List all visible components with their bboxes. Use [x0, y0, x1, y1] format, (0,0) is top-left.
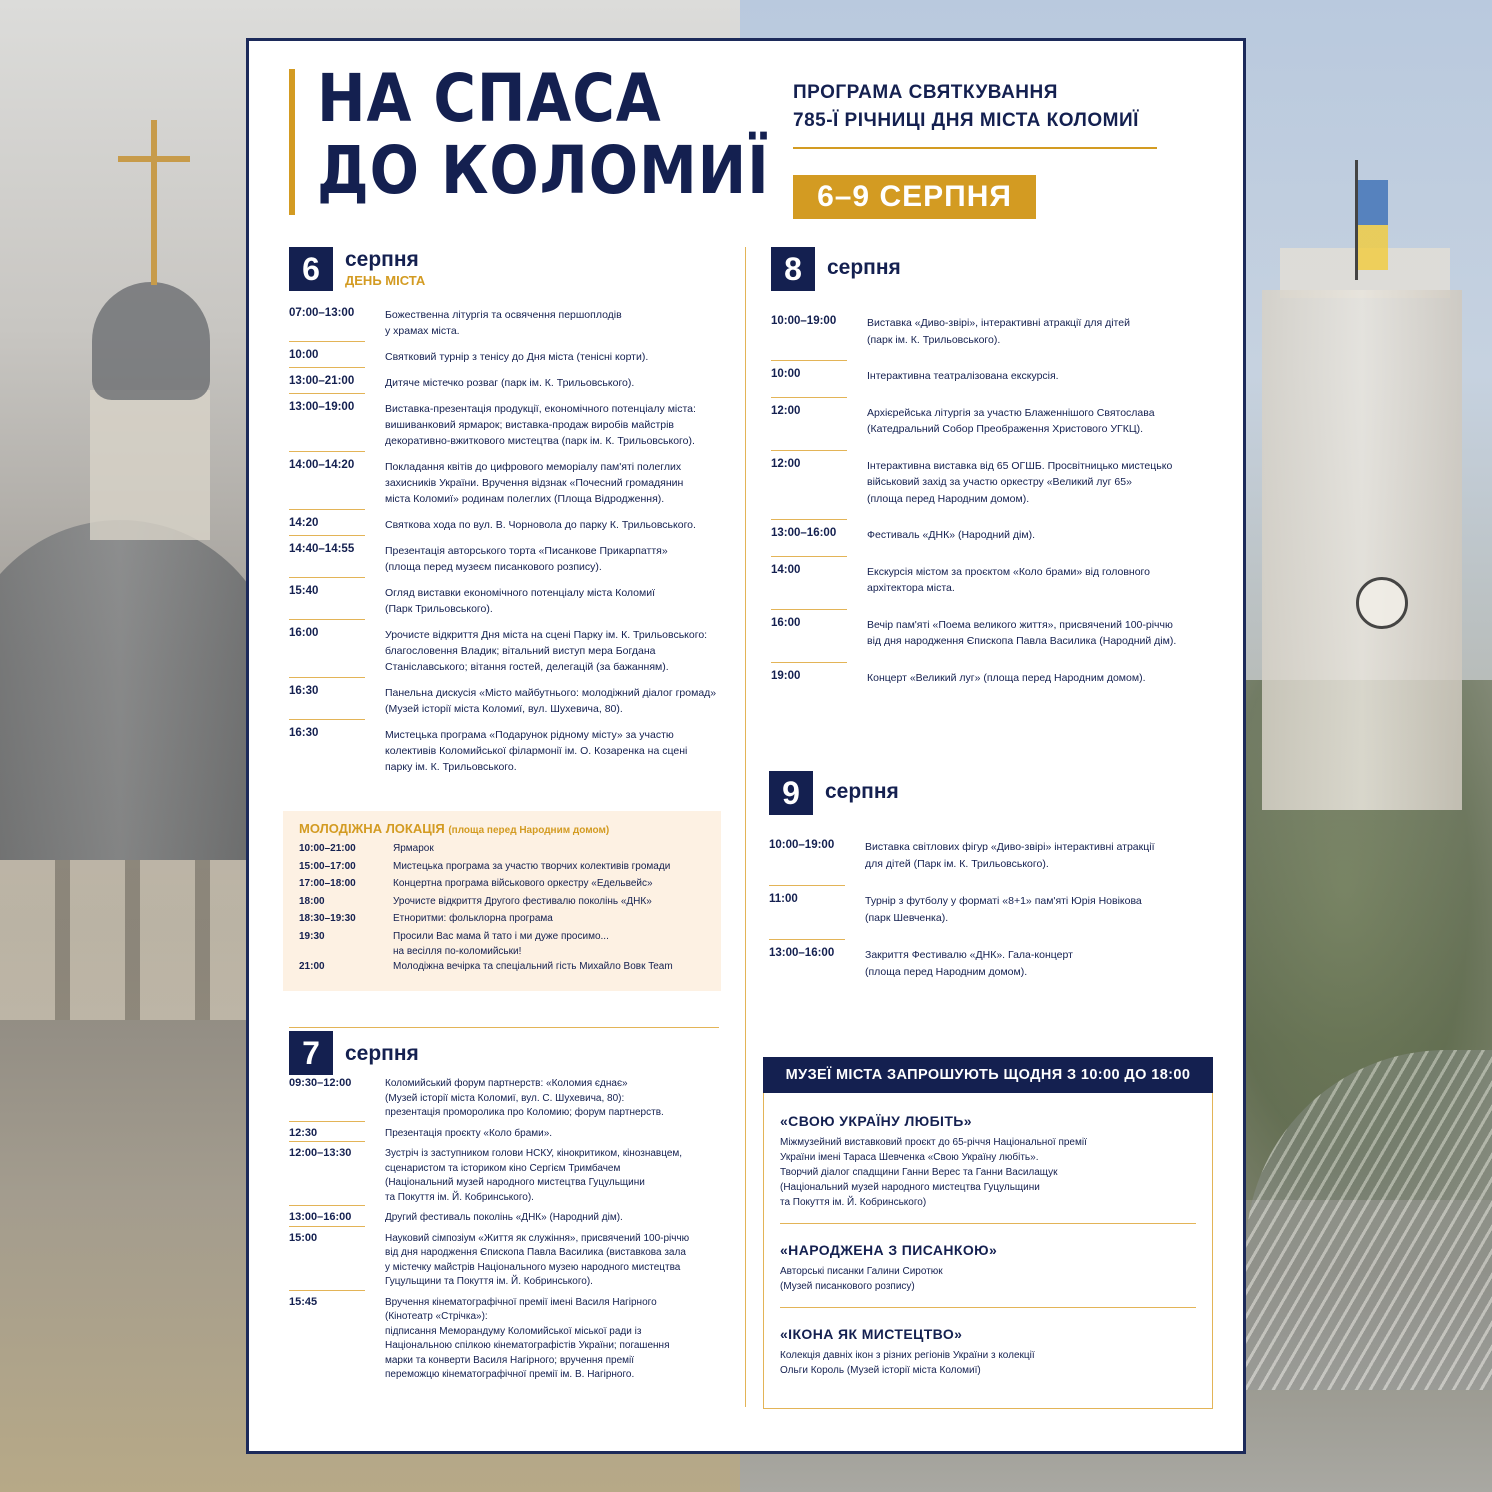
event-time: 16:30 [289, 727, 319, 739]
youth-time: 15:00–17:00 [299, 860, 356, 872]
event-time: 16:30 [289, 685, 319, 697]
event-line: Науковий сімпозіум «Життя як служіння», присвячений 100-річчю [385, 1232, 690, 1244]
event-line: Національною спілкою кінематографістів України; погашення [385, 1340, 670, 1351]
event-line: Коломийський форум партнерств: «Коломия єднає» [385, 1078, 628, 1089]
exhibit-line: України імені Тараса Шевченка «Свою Україну любіть». [780, 1152, 1039, 1163]
event-description [867, 405, 1155, 438]
row-separator [289, 719, 365, 720]
event-description [865, 839, 1155, 872]
event-time: 14:00–14:20 [289, 459, 355, 471]
title-line-2: ДО КОЛОМИЇ [317, 132, 770, 209]
event-description [385, 585, 655, 617]
event-time: 15:00 [289, 1231, 318, 1244]
event-time: 13:00–16:00 [769, 947, 835, 959]
event-line: (Парк Трильовського). [385, 603, 493, 615]
event-line: Зустріч із заступником голови НСКУ, кінокритиком, кінознавцем, [385, 1148, 683, 1159]
event-line: благословення Владик; вітальний виступ мера Богдана [385, 645, 656, 657]
event-time: 15:40 [289, 585, 319, 597]
youth-description [393, 958, 673, 976]
event-time: 13:00–21:00 [289, 375, 355, 387]
row-separator [289, 577, 365, 578]
poster-title [317, 60, 770, 209]
event-line: Турнір з футболу у форматі «8+1» пам'яті Юрія Новікова [865, 895, 1142, 907]
schedule-row [289, 685, 739, 720]
youth-description [393, 910, 553, 928]
event-description [385, 517, 696, 533]
row-separator [289, 451, 365, 452]
event-description [385, 1147, 682, 1205]
row-separator [289, 509, 365, 510]
event-line: Презентація проєкту «Коло брами». [385, 1127, 553, 1139]
schedule-row [771, 564, 1231, 610]
program-poster [246, 38, 1246, 1454]
event-line: Виставка світлових фігур «Диво-звірі» інтерактивні атракції [865, 841, 1155, 853]
event-line: колективів Коломийської філармонії ім. О. Козаренка на сцені [385, 745, 688, 757]
event-line: захисників України. Вручення відзнак «Почесний громадянин [385, 477, 684, 489]
schedule-row [289, 1296, 739, 1384]
schedule-row [289, 349, 739, 368]
event-time: 14:20 [289, 517, 319, 529]
event-line: Дитяче містечко розваг (парк ім. К. Трильовського). [385, 377, 635, 389]
row-separator [771, 662, 847, 663]
schedule-row [771, 405, 1231, 451]
event-line: (Музей історії міста Коломиї, вул. С. Шухевича, 80): [385, 1092, 625, 1104]
subtitle-line-2: 785-Ї РІЧНИЦІ ДНЯ МІСТА КОЛОМИЇ [793, 110, 1139, 131]
event-time: 16:00 [771, 616, 801, 629]
section-separator [289, 1027, 719, 1028]
event-time: 07:00–13:00 [289, 307, 355, 319]
event-time: 13:00–16:00 [289, 1211, 352, 1223]
youth-location-title [299, 821, 705, 836]
event-line: Гуцульщини та Покуття ім. Й. Кобринського). [385, 1276, 593, 1287]
event-description [867, 527, 1035, 544]
exhibit-line: Колекція давніх ікон з різних регіонів України з колекції [780, 1350, 1035, 1361]
row-separator [289, 367, 365, 368]
event-description [867, 368, 1059, 385]
schedule-row [771, 617, 1231, 663]
event-line: презентація проморолика про Коломию; форум партнерств. [385, 1107, 664, 1118]
event-time: 10:00 [289, 349, 319, 361]
event-description [385, 1211, 623, 1226]
row-separator [771, 609, 847, 610]
day-number: 9 [769, 771, 813, 815]
schedule-row [289, 1127, 739, 1143]
day-number: 7 [289, 1031, 333, 1075]
youth-description [393, 875, 653, 893]
event-description [385, 459, 683, 507]
row-separator [289, 1205, 365, 1206]
youth-line: Просили Вас мама й тато і ми дуже просимо... [393, 930, 609, 942]
row-separator [769, 939, 845, 940]
event-line: Вручення кінематографічної премії імені Василя Нагірного [385, 1296, 657, 1308]
schedule-row [289, 727, 739, 778]
event-line: для дітей (Парк ім. К. Трильовського). [865, 857, 1049, 870]
day-month: серпня [345, 1042, 419, 1065]
youth-description [393, 858, 670, 876]
event-line: Огляд виставки економічного потенціалу міста Коломиї [385, 587, 656, 599]
day-month: серпня [827, 256, 901, 279]
event-time: 10:00–19:00 [771, 315, 837, 327]
event-line: та Покуття ім. Й. Кобринського). [385, 1191, 534, 1203]
youth-line: Концертна програма військового оркестру «Едельвейс» [393, 878, 653, 889]
church-drum [90, 390, 210, 540]
row-separator [289, 1226, 365, 1227]
event-time: 13:00–19:00 [289, 401, 355, 413]
exhibit-line: Міжмузейний виставковий проєкт до 65-річчя Національної премії [780, 1137, 1087, 1148]
event-time: 09:30–12:00 [289, 1077, 352, 1089]
church-cupola [92, 282, 210, 400]
event-line: вишиванковий ярмарок; виставка-продаж виробів майстрів [385, 419, 675, 431]
subtitle-underline [793, 147, 1157, 149]
event-line: міста Коломиї» родинам полеглих (Площа Відродження). [385, 493, 665, 505]
event-line: (Національний музей народного мистецтва Гуцульщини [385, 1177, 645, 1188]
schedule-row [289, 585, 739, 620]
exhibit-line: (Національний музей народного мистецтва Гуцульщини [780, 1182, 1040, 1193]
schedule-row [769, 839, 1229, 886]
schedule-row [289, 1147, 739, 1206]
row-separator [289, 393, 365, 394]
event-line: декоративно-вжиткового мистецтва (парк ім. К. Трильовського). [385, 435, 695, 447]
tower-clock-icon [1356, 577, 1408, 629]
youth-row [299, 928, 705, 959]
schedule-row [289, 627, 739, 678]
event-line: переможцю кінематографічної премії ім. В. Нагірного. [385, 1369, 635, 1380]
day-8-schedule [771, 315, 1231, 706]
youth-line: Урочисте відкриття Другого фестивалю поколінь «ДНК» [393, 895, 652, 907]
event-line: сценаристом та істориком кіно Сергієм Тримбачем [385, 1162, 621, 1174]
event-description [385, 1232, 689, 1290]
day-month: серпня [825, 780, 899, 803]
exhibit-title: «НАРОДЖЕНА З ПИСАНКОЮ» [780, 1242, 998, 1258]
row-separator [771, 450, 847, 451]
schedule-row [289, 401, 739, 452]
title-line-1: НА СПАСА [317, 60, 662, 137]
event-line: військовий захід за участю оркестру «Великий луг 65» [867, 476, 1132, 488]
event-description [385, 1296, 669, 1383]
youth-time: 17:00–18:00 [299, 878, 356, 889]
event-line: Вечір пам'яті «Поема великого життя», присвячений 100-річчю [867, 618, 1173, 631]
event-line: Виставка «Диво-звірі», інтерактивні атракції для дітей [867, 317, 1130, 329]
event-line: Концерт «Великий луг» (площа перед Народним домом). [867, 671, 1146, 684]
event-description [867, 617, 1176, 650]
event-time: 12:00 [771, 457, 801, 470]
schedule-row [771, 527, 1231, 557]
event-time: 10:00 [771, 368, 801, 380]
event-description [865, 947, 1073, 980]
church-dome [0, 520, 280, 860]
event-line: Закриття Фестивалю «ДНК». Гала-концерт [865, 949, 1073, 961]
event-description [385, 727, 687, 775]
event-line: від дня народження Єпископа Павла Василика (Народний дім). [867, 635, 1177, 647]
event-line: Мистецька програма «Подарунок рідному місту» за участю [385, 729, 674, 741]
youth-title-text: МОЛОДІЖНА ЛОКАЦІЯ [299, 821, 445, 836]
event-description [385, 375, 634, 391]
youth-time: 10:00–21:00 [299, 843, 356, 854]
row-separator [769, 885, 845, 886]
event-line: Станіславського; вітання гостей, делегацій (за бажанням). [385, 661, 669, 673]
date-badge: 6–9 СЕРПНЯ [793, 175, 1036, 219]
event-line: у містечку майстрів Національного музею народного мистецтва [385, 1261, 681, 1273]
event-description [385, 627, 707, 675]
event-description [867, 670, 1146, 687]
schedule-row [289, 1077, 739, 1122]
schedule-row [289, 1211, 739, 1227]
event-line: підписання Меморандуму Коломийської міської ради із [385, 1325, 642, 1337]
row-separator [289, 535, 365, 536]
event-time: 11:00 [769, 893, 798, 905]
schedule-row [289, 543, 739, 578]
day-7-schedule [289, 1077, 739, 1389]
day-6-schedule [289, 307, 739, 785]
youth-location [283, 811, 721, 991]
youth-line: Етноритми: фольклорна програма [393, 913, 553, 924]
youth-row [299, 958, 705, 976]
schedule-row [771, 368, 1231, 398]
youth-line: на весілля по-коломийськи! [393, 946, 522, 957]
exhibit-line: (Музей писанкового розпису) [780, 1281, 915, 1292]
event-line: Покладання квітів до цифрового меморіалу пам'яті полеглих [385, 461, 682, 473]
event-line: парку ім. К. Трильовського. [385, 761, 517, 773]
youth-row [299, 893, 705, 911]
day-subtitle: ДЕНЬ МІСТА [345, 273, 426, 288]
day-9-schedule [769, 839, 1229, 1001]
museum-exhibit [764, 1308, 1212, 1392]
youth-line: Молодіжна вечірка та спеціальний гість Михайло Вовк Team [393, 961, 673, 972]
schedule-row [771, 670, 1231, 700]
museum-exhibit [764, 1093, 1212, 1224]
row-separator [289, 677, 365, 678]
event-time: 14:40–14:55 [289, 543, 355, 555]
column-divider [745, 247, 746, 1407]
schedule-row [289, 517, 739, 536]
row-separator [289, 619, 365, 620]
event-description [385, 401, 696, 449]
row-separator [289, 1141, 365, 1142]
exhibit-line: Ольги Король (Музей історії міста Коломиї) [780, 1365, 981, 1376]
row-separator [771, 360, 847, 361]
row-separator [771, 556, 847, 557]
event-line: Святкова хода по вул. В. Чорновола до парку К. Трильовського. [385, 519, 696, 531]
exhibit-line: Творчий діалог спадщини Ганни Верес та Ганни Василащук [780, 1167, 1058, 1178]
row-separator [289, 1290, 365, 1291]
event-description [385, 1077, 664, 1121]
museums-list [764, 1093, 1212, 1392]
church-colonnade [0, 860, 250, 1020]
event-line: Виставка-презентація продукції, економічного потенціалу міста: [385, 403, 696, 415]
event-line: Панельна дискусія «Місто майбутнього: молодіжний діалог громад» [385, 687, 717, 699]
event-description [385, 685, 716, 717]
youth-line: Ярмарок [393, 843, 434, 854]
subtitle-line-1: ПРОГРАМА СВЯТКУВАННЯ [793, 82, 1058, 103]
youth-time: 18:00 [299, 895, 325, 907]
row-separator [771, 397, 847, 398]
youth-description [393, 928, 609, 959]
event-line: (площа перед музеєм писанкового розпису). [385, 561, 602, 573]
youth-description [393, 840, 434, 858]
event-line: Другий фестиваль поколінь «ДНК» (Народний дім). [385, 1212, 623, 1223]
event-line: Святковий турнір з тенісу до Дня міста (тенісні корти). [385, 351, 649, 363]
youth-place: (площа перед Народним домом) [448, 825, 610, 836]
youth-line: Мистецька програма за участю творчих колективів громади [393, 860, 671, 872]
youth-row [299, 875, 705, 893]
schedule-row [771, 458, 1231, 521]
row-separator [289, 1121, 365, 1122]
exhibit-line: та Покуття ім. Й. Кобринського) [780, 1197, 927, 1208]
day-6-header [289, 247, 425, 291]
row-separator [289, 341, 365, 342]
event-description [385, 543, 668, 575]
day-number: 6 [289, 247, 333, 291]
event-line: від дня народження Єпископа Павла Василика (виставкова зала [385, 1247, 686, 1258]
youth-time: 18:30–19:30 [299, 913, 356, 924]
event-time: 10:00–19:00 [769, 839, 835, 851]
event-line: Презентація авторського торта «Писанкове Прикарпаття» [385, 545, 668, 557]
event-line: (Музей історії міста Коломиї, вул. Шухевича, 80). [385, 703, 623, 715]
event-line: Фестиваль «ДНК» (Народний дім). [867, 529, 1035, 541]
event-time: 12:30 [289, 1126, 318, 1139]
day-number: 8 [771, 247, 815, 291]
event-line: Інтерактивна виставка від 65 ОГШБ. Просвітницько мистецько [867, 459, 1173, 472]
event-line: Урочисте відкриття Дня міста на сцені Парку ім. К. Трильовського: [385, 629, 708, 641]
ukrainian-flag-icon [1358, 180, 1388, 270]
exhibit-title: «ІКОНА ЯК МИСТЕЦТВО» [780, 1326, 963, 1342]
title-accent-bar [289, 69, 295, 215]
event-line: (Катедральний Собор Преображення Христового УГКЦ). [867, 423, 1144, 435]
museum-exhibit [764, 1224, 1212, 1308]
event-line: Інтерактивна театралізована екскурсія. [867, 370, 1059, 382]
town-hall-tower [1262, 290, 1462, 810]
schedule-row [289, 1232, 739, 1291]
event-line: архітектора міста. [867, 582, 955, 594]
youth-row [299, 840, 705, 858]
church-cross-icon [151, 120, 157, 285]
event-description [385, 307, 622, 339]
event-description [867, 315, 1130, 348]
event-time: 12:00–13:30 [289, 1147, 352, 1159]
event-line: марки та конверти Василя Нагірного; вручення премії [385, 1354, 635, 1366]
row-separator [771, 519, 847, 520]
event-time: 14:00 [771, 563, 801, 576]
museums-box [763, 1057, 1213, 1409]
youth-row [299, 858, 705, 876]
schedule-row [289, 375, 739, 394]
youth-row [299, 910, 705, 928]
youth-description [393, 893, 652, 911]
youth-schedule [299, 840, 705, 976]
schedule-row [769, 947, 1229, 994]
day-month: серпня [345, 248, 419, 271]
exhibit-title: «СВОЮ УКРАЇНУ ЛЮБІТЬ» [780, 1113, 972, 1129]
event-time: 15:45 [289, 1295, 318, 1308]
day-9-header [769, 771, 899, 815]
event-line: (площа перед Народним домом). [867, 492, 1030, 505]
event-line: у храмах міста. [385, 325, 460, 337]
event-description [865, 893, 1142, 926]
poster-subtitle [793, 79, 1139, 135]
day-8-header [771, 247, 901, 291]
event-line: (Кінотеатр «Стрічка»): [385, 1311, 488, 1322]
schedule-row [289, 307, 739, 342]
event-line: Екскурсія містом за проєктом «Коло брами» від головного [867, 565, 1150, 578]
event-description [867, 564, 1150, 597]
event-line: Архієрейська літургія за участю Блаженнішого Святослава [867, 406, 1155, 419]
event-description [385, 349, 648, 365]
event-line: (парк ім. К. Трильовського). [867, 333, 1001, 346]
event-line: (парк Шевченка). [865, 911, 949, 924]
event-description [385, 1127, 552, 1142]
event-line: (площа перед Народним домом). [865, 965, 1028, 978]
event-time: 12:00 [771, 404, 801, 417]
schedule-row [289, 459, 739, 510]
schedule-row [771, 315, 1231, 361]
youth-time: 21:00 [299, 961, 325, 972]
event-line: Божественна літургія та освячення першоплодів [385, 309, 622, 321]
event-time: 16:00 [289, 627, 319, 639]
church-cross-bar [118, 156, 190, 162]
schedule-row [769, 893, 1229, 940]
museums-heading: МУЗЕЇ МІСТА ЗАПРОШУЮТЬ ЩОДНЯ З 10:00 ДО 18:00 [763, 1057, 1213, 1093]
exhibit-line: Авторські писанки Галини Сиротюк [780, 1266, 943, 1277]
day-7-header [289, 1031, 419, 1075]
youth-time: 19:30 [299, 930, 325, 942]
event-time: 19:00 [771, 669, 801, 682]
event-time: 13:00–16:00 [771, 527, 837, 539]
event-description [867, 458, 1172, 508]
